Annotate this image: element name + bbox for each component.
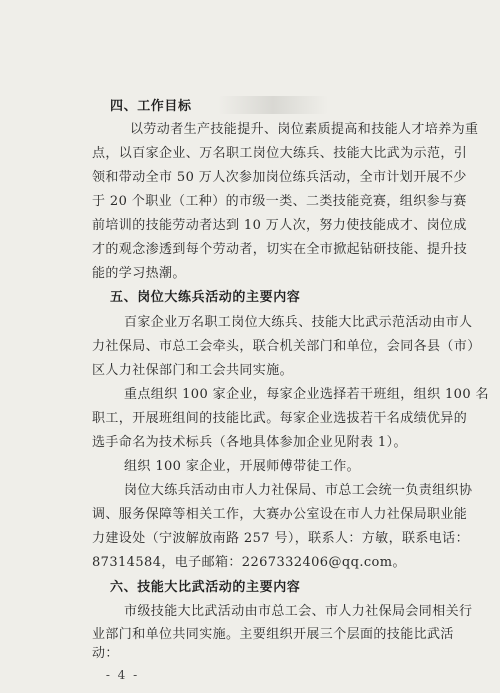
section-6-line-1: 市级技能大比武活动由市总工会、市人力社保局会同相关行 <box>124 604 473 619</box>
section-5-line-1: 百家企业万名职工岗位大练兵、技能大比武示范活动由市人 <box>124 315 473 330</box>
section-5-heading: 五、岗位大练兵活动的主要内容 <box>110 290 301 305</box>
section-4-line-6: 才的观念渗透到每个劳动者，切实在全市掀起钻研技能、提升技 <box>92 242 468 257</box>
section-5-line-10: 力建设处（宁波解放南路 257 号），联系人：方敏，联系电话： <box>92 531 469 546</box>
section-5-line-6: 选手命名为技术标兵（各地具体参加企业见附表 1）。 <box>92 435 407 450</box>
section-4-line-2: 点，以百家企业、万名职工岗位大练兵、技能大比武为示范，引 <box>92 146 468 161</box>
section-5-line-8: 岗位大练兵活动由市人力社保局、市总工会统一负责组织协 <box>124 483 473 498</box>
section-4-line-7: 能的学习热潮。 <box>92 266 186 281</box>
section-4-heading: 四、工作目标 <box>110 99 192 114</box>
section-4-line-4: 于 20 个职业（工种）的市级一类、二类技能竞赛，组织参与赛 <box>92 194 467 209</box>
section-5-line-4: 重点组织 100 家企业，每家企业选择若干班组，组织 100 名 <box>124 387 489 402</box>
section-4-line-5: 前培训的技能劳动者达到 10 万人次，努力使技能成才、岗位成 <box>92 218 467 233</box>
faint-stamp-mark <box>218 96 328 114</box>
section-4-line-3: 领和带动全市 50 万人次参加岗位练兵活动，全市计划开展不少 <box>92 170 467 185</box>
section-6-line-2: 业部门和单位共同实施。主要组织开展三个层面的技能比武活 <box>92 627 454 642</box>
section-6-heading: 六、技能大比武活动的主要内容 <box>110 580 301 595</box>
section-5-line-2: 力社保局、市总工会牵头，联合机关部门和单位，会同各县（市） <box>92 339 481 354</box>
section-5-line-11: 87314584，电子邮箱：2267332406@qq.com。 <box>92 555 406 570</box>
section-5-line-5: 职工，开展班组间的技能比武。每家企业选拔若干名成绩优异的 <box>92 411 468 426</box>
page-number: - 4 - <box>105 668 140 682</box>
section-5-line-9: 调、服务保障等相关工作，大赛办公室设在市人力社保局职业能 <box>92 507 468 522</box>
section-5-line-7: 组织 100 家企业，开展师傅带徒工作。 <box>124 459 361 474</box>
section-4-line-1: 以劳动者生产技能提升、岗位素质提高和技能人才培养为重 <box>130 122 479 137</box>
section-6-line-3: 动： <box>92 646 119 661</box>
section-5-line-3: 区人力社保部门和工会共同实施。 <box>92 363 294 378</box>
